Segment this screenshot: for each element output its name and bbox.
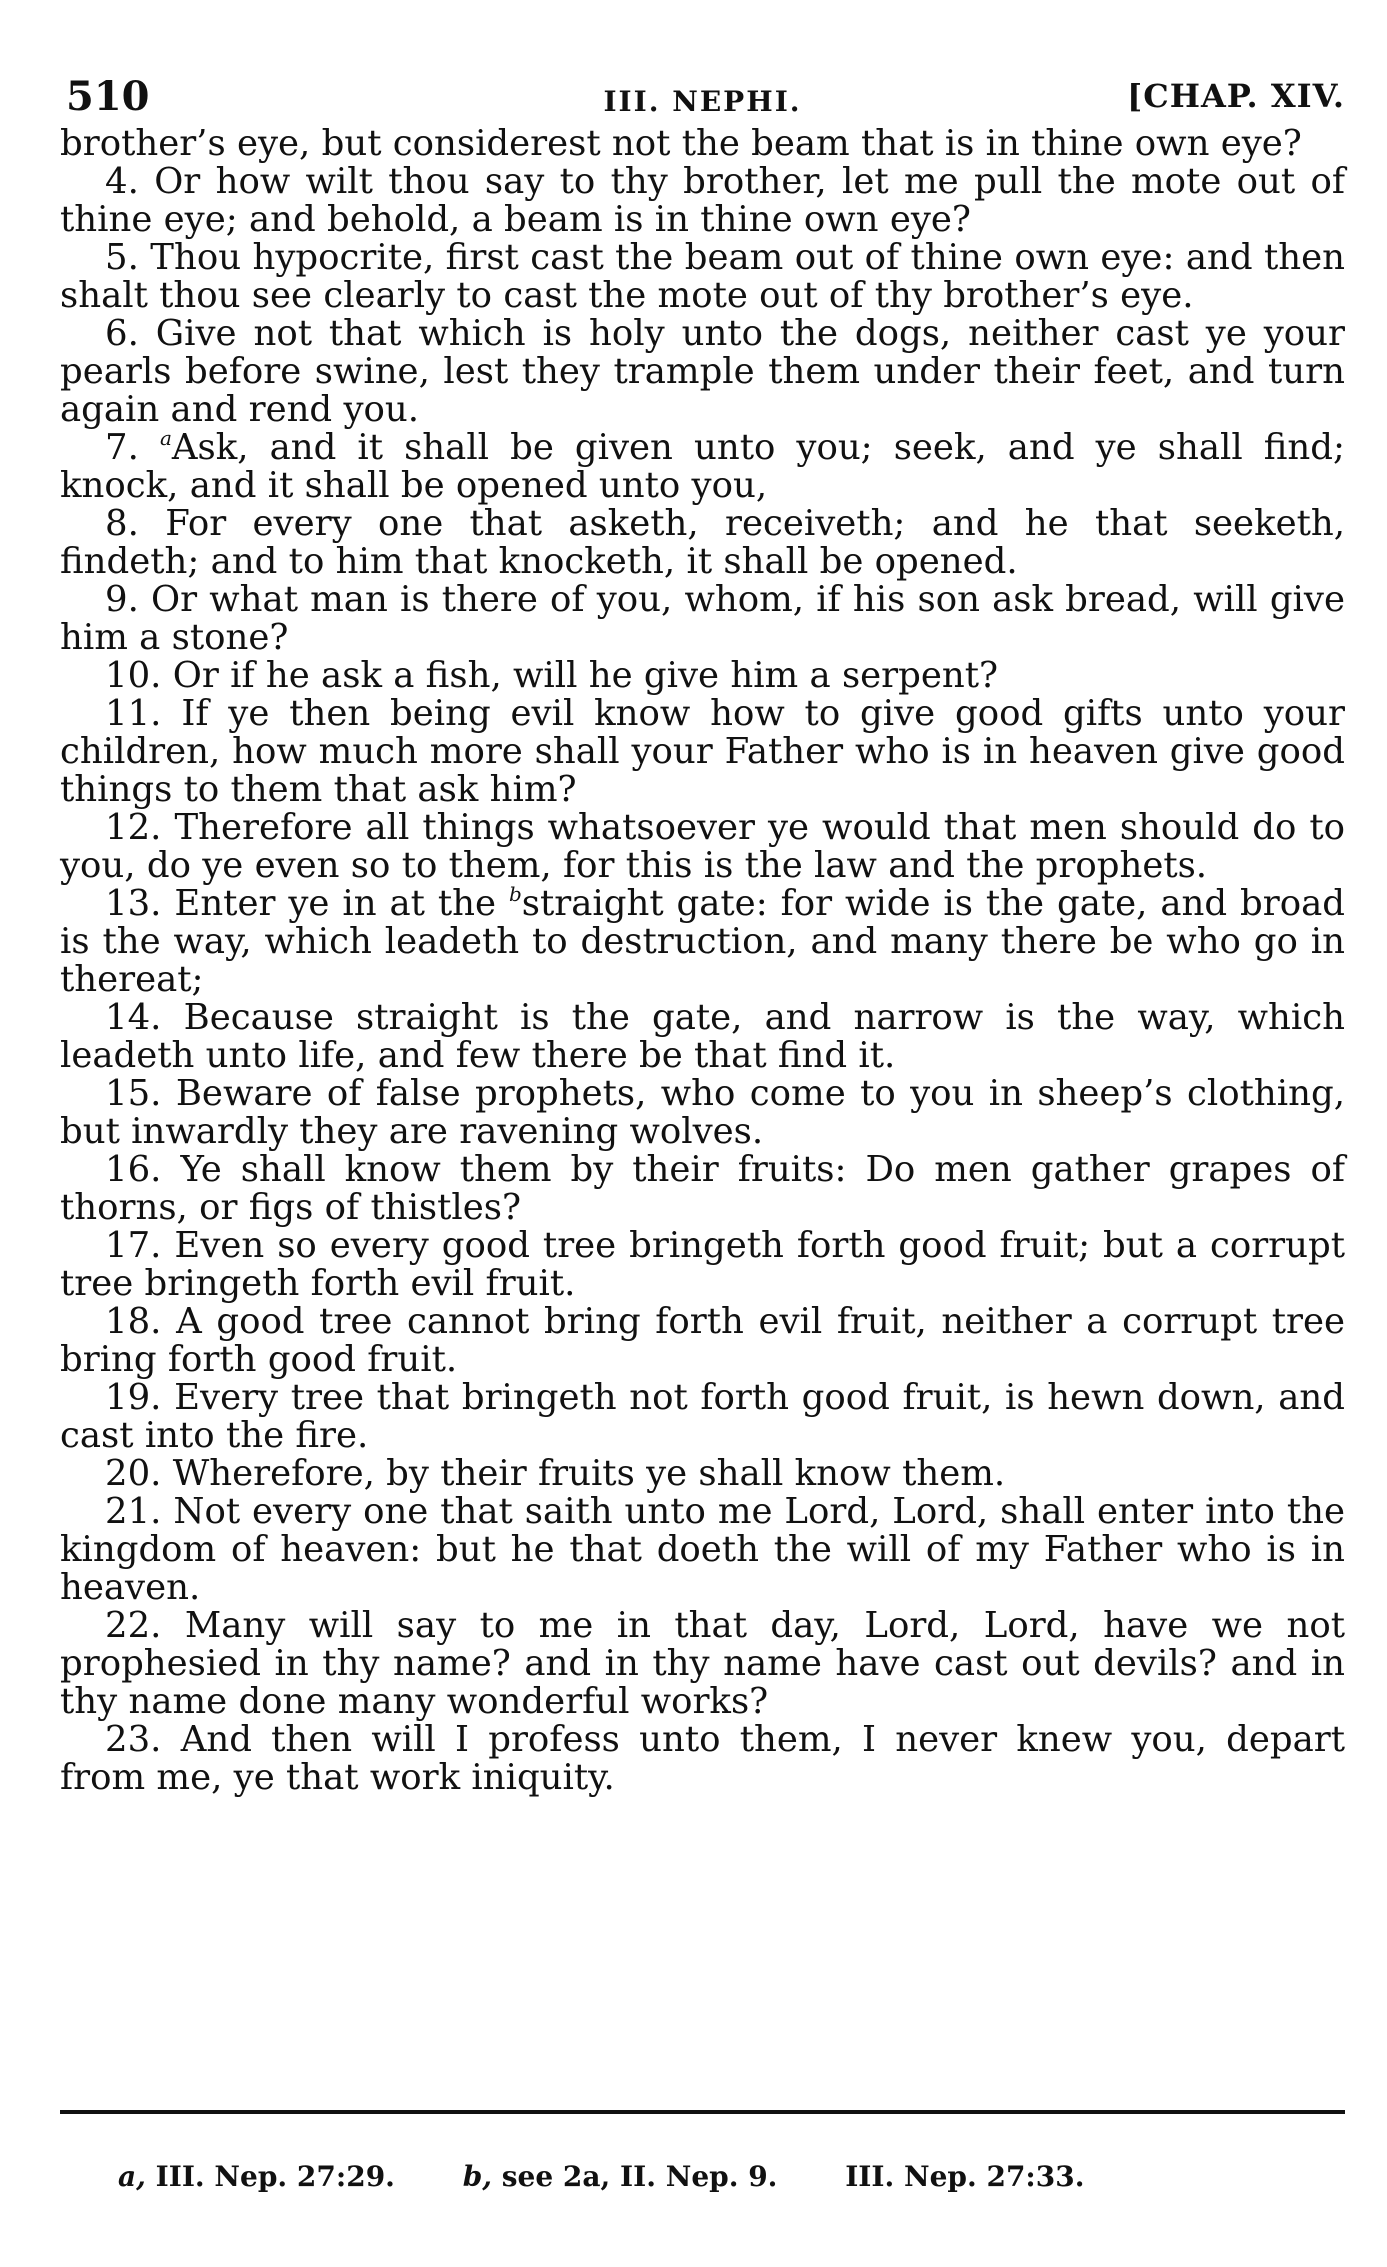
verse-15: 15. Beware of false prophets, who come to you in sheep’s clothing, but inwardly they are ravening wolves. bbox=[60, 1073, 1345, 1152]
verse-10: 10. Or if he ask a fish, will he give him a serpent? bbox=[105, 655, 999, 696]
chapter-heading: [CHAP. XIV. bbox=[1127, 77, 1345, 115]
verse-20: 20. Wherefore, by their fruits ye shall know them. bbox=[105, 1453, 1006, 1494]
verse-18: 18. A good tree cannot bring forth evil fruit, neither a corrupt tree bring forth good fruit. bbox=[60, 1301, 1345, 1380]
running-title: III. NEPHI. bbox=[603, 85, 802, 118]
verse-12: 12. Therefore all things whatsoever ye would that men should do to you, do ye even so to them, for this is the law and the prophets. bbox=[60, 807, 1345, 886]
verse-16: 16. Ye shall know them by their fruits: Do men gather grapes of thorns, or figs of thistles? bbox=[60, 1149, 1345, 1228]
footnotes bbox=[60, 2160, 1345, 2193]
verse-19: 19. Every tree that bringeth not forth good fruit, is hewn down, and cast into the fire. bbox=[60, 1377, 1345, 1456]
verse-21: 21. Not every one that saith unto me Lord, Lord, shall enter into the kingdom of heaven: but he that doeth the will of my Father who is in heaven. bbox=[60, 1491, 1345, 1608]
page-number: 510 bbox=[66, 73, 150, 120]
verse-9: 9. Or what man is there of you, whom, if his son ask bread, will give him a stone? bbox=[60, 579, 1345, 658]
verse-4: 4. Or how wilt thou say to thy brother, let me pull the mote out of thine eye; and behold, a beam is in thine own eye? bbox=[60, 161, 1345, 240]
verse-continuation: brother’s eye, but considerest not the beam that is in thine own eye? bbox=[60, 123, 1302, 164]
verse-11: 11. If ye then being evil know how to give good gifts unto your children, how much more shall your Father who is in heaven give good things to them that ask him? bbox=[60, 693, 1345, 810]
verse-8: 8. For every one that asketh, receiveth; and he that seeketh, findeth; and to him that knocketh, it shall be opened. bbox=[60, 503, 1346, 582]
footnote-divider bbox=[60, 2110, 1345, 2114]
scripture-text bbox=[60, 125, 1345, 1797]
verse-17: 17. Even so every good tree bringeth forth good fruit; but a corrupt tree bringeth forth evil fruit. bbox=[60, 1225, 1345, 1304]
verse-23: 23. And then will I profess unto them, I never knew you, depart from me, ye that work iniquity. bbox=[60, 1719, 1345, 1798]
verse-6: 6. Give not that which is holy unto the dogs, neither cast ye your pearls before swine, lest they trample them under their feet, and turn again and rend you. bbox=[60, 313, 1345, 430]
verse-5: 5. Thou hypocrite, first cast the beam out of thine own eye: and then shalt thou see clearly to cast the mote out of thy brother’s eye. bbox=[60, 237, 1345, 316]
verse-14: 14. Because straight is the gate, and narrow is the way, which leadeth unto life, and few there be that find it. bbox=[60, 997, 1345, 1076]
footnote-c: III. Nep. 27:33. bbox=[845, 2160, 1085, 2193]
footnote-b: b, see 2a, II. Nep. 9. bbox=[462, 2160, 778, 2193]
verse-13: 13. Enter ye in at the $^b$straight gate: for wide is the gate, and broad is the way, which leadeth to destruction, and many there be who go in thereat; bbox=[60, 882, 1345, 1000]
footnote-marker-b: b bbox=[508, 882, 522, 906]
verse-7: 7. $^a$Ask, and it shall be given unto you; seek, and ye shall find; knock, and it shall be opened unto you, bbox=[60, 426, 1345, 506]
footnote-marker-a: a bbox=[159, 426, 172, 450]
footnote-a: a, III. Nep. 27:29. bbox=[118, 2160, 395, 2193]
page-header bbox=[60, 55, 1345, 125]
page bbox=[60, 55, 1346, 1798]
verse-22: 22. Many will say to me in that day, Lord, Lord, have we not prophesied in thy name? and in thy name have cast out devils? and in thy name done many wonderful works? bbox=[60, 1605, 1345, 1722]
